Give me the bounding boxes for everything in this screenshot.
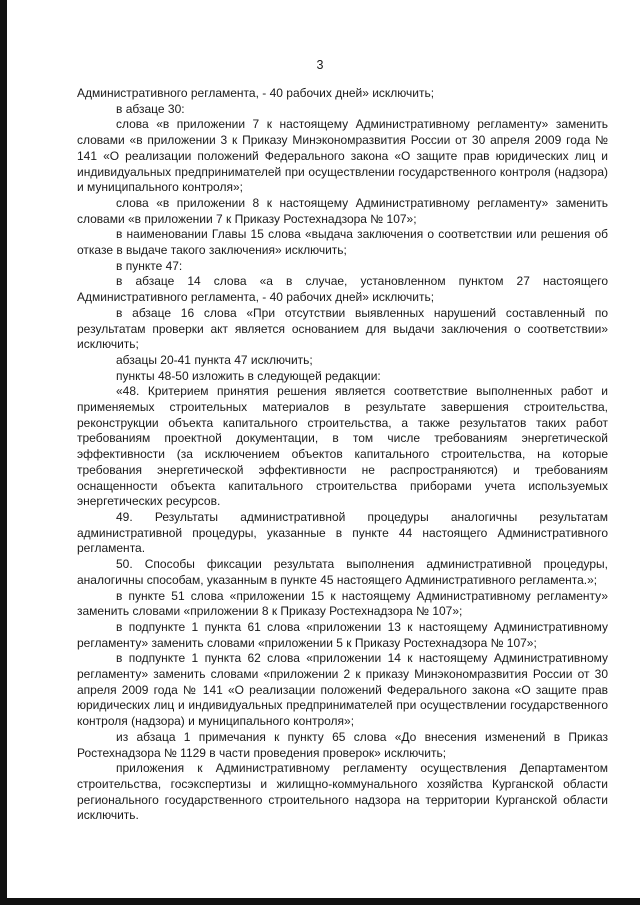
paragraph: пункты 48-50 изложить в следующей редакции: [116, 368, 381, 383]
page-number: 3 [316, 58, 324, 72]
paragraph: в пункте 51 слова «приложении 15 к настоящему Административному регламенту» заменить словами «приложении 8 к Приказу Ростехнадзора № 107»; [77, 588, 608, 619]
paragraph: в наименовании Главы 15 слова «выдача заключения о соответствии или решения об отказе в выдаче такого заключения» исключить; [77, 227, 608, 258]
paragraph: приложения к Административному регламенту осуществления Департаментом строительства, госэкспертизы и жилищно-коммунального хозяйства Курганской области регионального государственного строительного надзора на территории Курганской области исключить. [77, 761, 608, 823]
paragraph: в подпункте 1 пункта 61 слова «приложении 13 к настоящему Административному регламенту» заменить словами «приложении 5 к Приказу Ростехнадзора № 107»; [77, 619, 608, 650]
paragraph: в пункте 47: [116, 258, 183, 273]
document-body [77, 86, 608, 824]
paragraph: слова «в приложении 7 к настоящему Административному регламенту» заменить словами «в приложении 3 к Приказу Минэкономразвития России от 30 апреля 2009 года № 141 «О реализации положений Федерального закона «О защите прав юридических лиц и индивидуальных предпринимателей при осуществлении государственного контроля (надзора) и муниципального контроля»; [77, 117, 608, 195]
scan-edge-bottom [0, 898, 640, 905]
paragraph: в абзаце 30: [116, 101, 185, 116]
paragraph: слова «в приложении 8 к настоящему Административному регламенту» заменить словами «в приложении 7 к Приказу Ростехнадзора № 107»; [77, 195, 608, 226]
paragraph: из абзаца 1 примечания к пункту 65 слова «До внесения изменений в Приказ Ростехнадзора № 1129 в части проведения проверок» исключить; [77, 729, 608, 760]
paragraph: 50. Способы фиксации результата выполнения административной процедуры, аналогичны способам, указанным в пункте 45 настоящего Административного регламента.»; [77, 557, 608, 587]
paragraph: в абзаце 14 слова «а в случае, установленном пунктом 27 настоящего Административного регламента, - 40 рабочих дней» исключить; [77, 274, 608, 305]
scan-edge-left [0, 0, 7, 905]
paragraph: «48. Критерием принятия решения является соответствие выполненных работ и применяемых строительных материалов в результате завершения строительства, реконструкции объекта капитального строительства, а также результатов таких работ требованиям проектной документации, в том числе требованиям энергетической эффективности (за исключением объектов капитального строительства, на которые требования энергетической эффективности не распространяются) и требованиям оснащенности объекта капитального строительства приборами учета используемых энергетических ресурсов. [77, 384, 608, 509]
paragraph: в подпункте 1 пункта 62 слова «приложении 14 к настоящему Административному регламенту» заменить словами «приложении 2 к приказу Минэкономразвития России от 30 апреля 2009 года № 141 «О реализации положений Федерального закона «О защите прав юридических лиц и индивидуальных предпринимателей при осуществлении государственного контроля (надзора) и муниципального контроля»; [77, 651, 608, 729]
paragraph: в абзаце 16 слова «При отсутствии выявленных нарушений составленный по результатам проверки акт является основанием для выдачи заключения о соответствии» исключить; [77, 305, 608, 352]
paragraph: Административного регламента, - 40 рабочих дней» исключить; [77, 86, 435, 100]
paragraph: абзацы 20-41 пункта 47 исключить; [116, 352, 313, 367]
paragraph: 49. Результаты административной процедуры аналогичны результатам административной процедуры, указанные в пункте 44 настоящего Административного регламента. [77, 509, 608, 556]
